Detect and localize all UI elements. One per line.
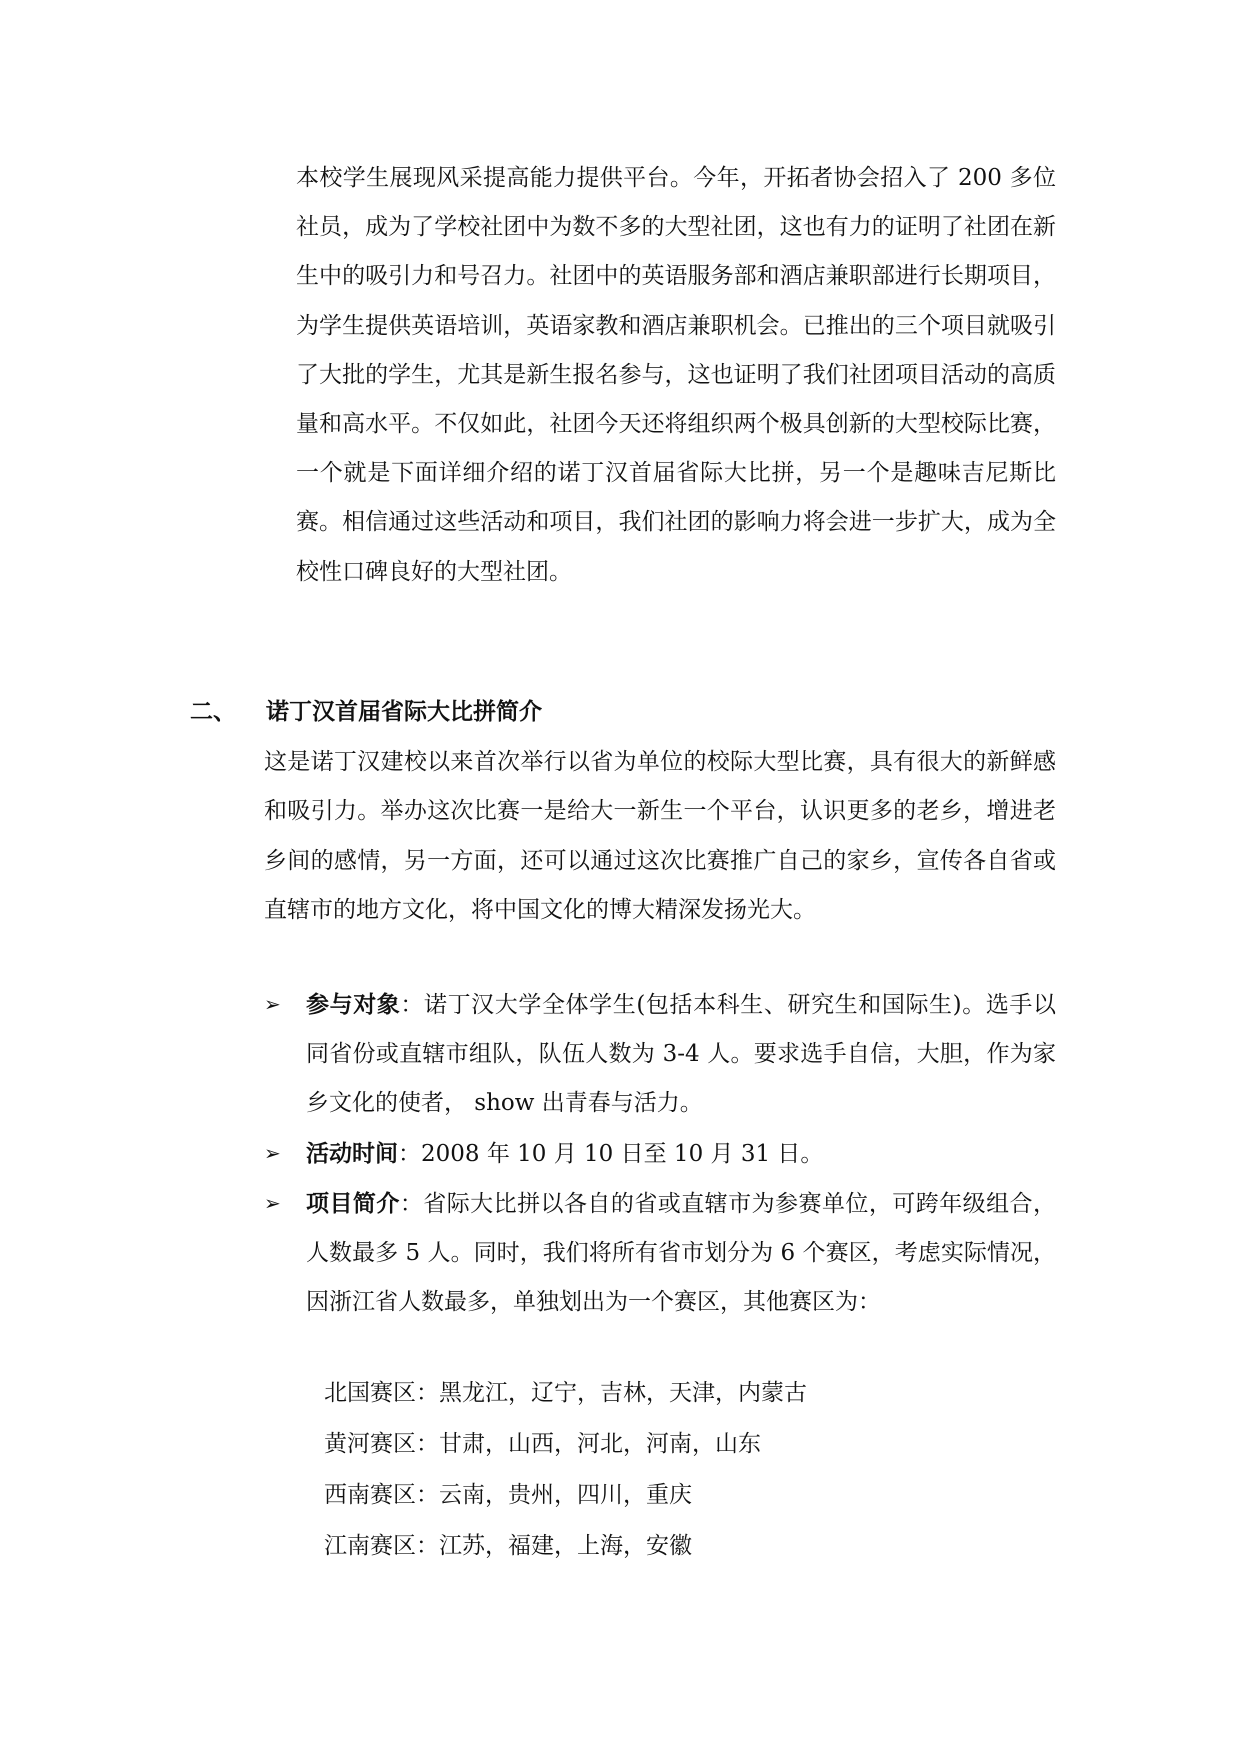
bullet-label: 参与对象	[306, 991, 401, 1018]
region-row: 西南赛区：云南，贵州，四川，重庆	[324, 1482, 692, 1508]
bullet-label: 活动时间	[306, 1139, 398, 1167]
intro-section	[296, 154, 1056, 597]
arrow-bullet-icon: ➢	[264, 1140, 281, 1165]
bullet-text: ：诺丁汉大学全体学生(包括本科生、研究生和国际生)。选手以同省份或直辖市组队，队伍人数为 3-4 人。要求选手自信，大胆，作为家乡文化的使者， show 出青春与活力。	[306, 992, 1057, 1117]
bullet-content	[306, 980, 1056, 1129]
section-paragraph: 这是诺丁汉建校以来首次举行以省为单位的校际大型比赛，具有很大的新鲜感和吸引力。举办这次比赛一是给大一新生一个平台，认识更多的老乡，增进老乡间的感情，另一方面，还可以通过这次比赛推广自己的家乡，宣传各自省或直辖市的地方文化，将中国文化的博大精深发扬光大。	[264, 749, 1056, 923]
bullet-label: 项目简介	[306, 1189, 400, 1217]
arrow-bullet-icon: ➢	[264, 1190, 281, 1215]
region-row: 北国赛区：黑龙江，辽宁，吉林，天津，内蒙古	[324, 1380, 807, 1406]
bullet-item-participants	[264, 980, 1056, 1129]
section-heading	[190, 692, 542, 732]
bullet-item-time	[264, 1129, 1056, 1179]
region-row: 江南赛区：江苏，福建，上海，安徽	[324, 1533, 692, 1559]
bullet-content	[306, 1129, 1056, 1179]
bullet-list	[264, 980, 1056, 1327]
bullet-content	[306, 1179, 1056, 1328]
section-number: 二、	[190, 698, 236, 725]
bullet-item-overview	[264, 1179, 1056, 1328]
bullet-text: ：省际大比拼以各自的省或直辖市为参赛单位，可跨年级组合，人数最多 5 人。同时，我们将所有省市划分为 6 个赛区，考虑实际情况，因浙江省人数最多，单独划出为一个赛区，其他赛区为：	[306, 1190, 1057, 1316]
intro-paragraph: 本校学生展现风采提高能力提供平台。今年，开拓者协会招入了 200 多位社员，成为了学校社团中为数不多的大型社团，这也有力的证明了社团在新生中的吸引力和号召力。社团中的英语服务部和酒店兼职部进行长期项目，为学生提供英语培训，英语家教和酒店兼职机会。已推出的三个项目就吸引了大批的学生，尤其是新生报名参与，这也证明了我们社团项目活动的高质量和高水平。不仅如此，社团今天还将组织两个极具创新的大型校际比赛，一个就是下面详细介绍的诺丁汉首届省际大比拼，另一个是趣味吉尼斯比赛。相信通过这些活动和项目，我们社团的影响力将会进一步扩大，成为全校性口碑良好的大型社团。	[296, 165, 1056, 585]
region-list	[324, 1368, 807, 1572]
section-body	[264, 738, 1056, 935]
section-title: 诺丁汉首届省际大比拼简介	[266, 698, 542, 725]
region-row: 黄河赛区：甘肃，山西，河北，河南，山东	[324, 1431, 761, 1457]
arrow-bullet-icon: ➢	[264, 992, 281, 1016]
bullet-text: ：2008 年 10 月 10 日至 10 月 31 日。	[398, 1140, 824, 1167]
